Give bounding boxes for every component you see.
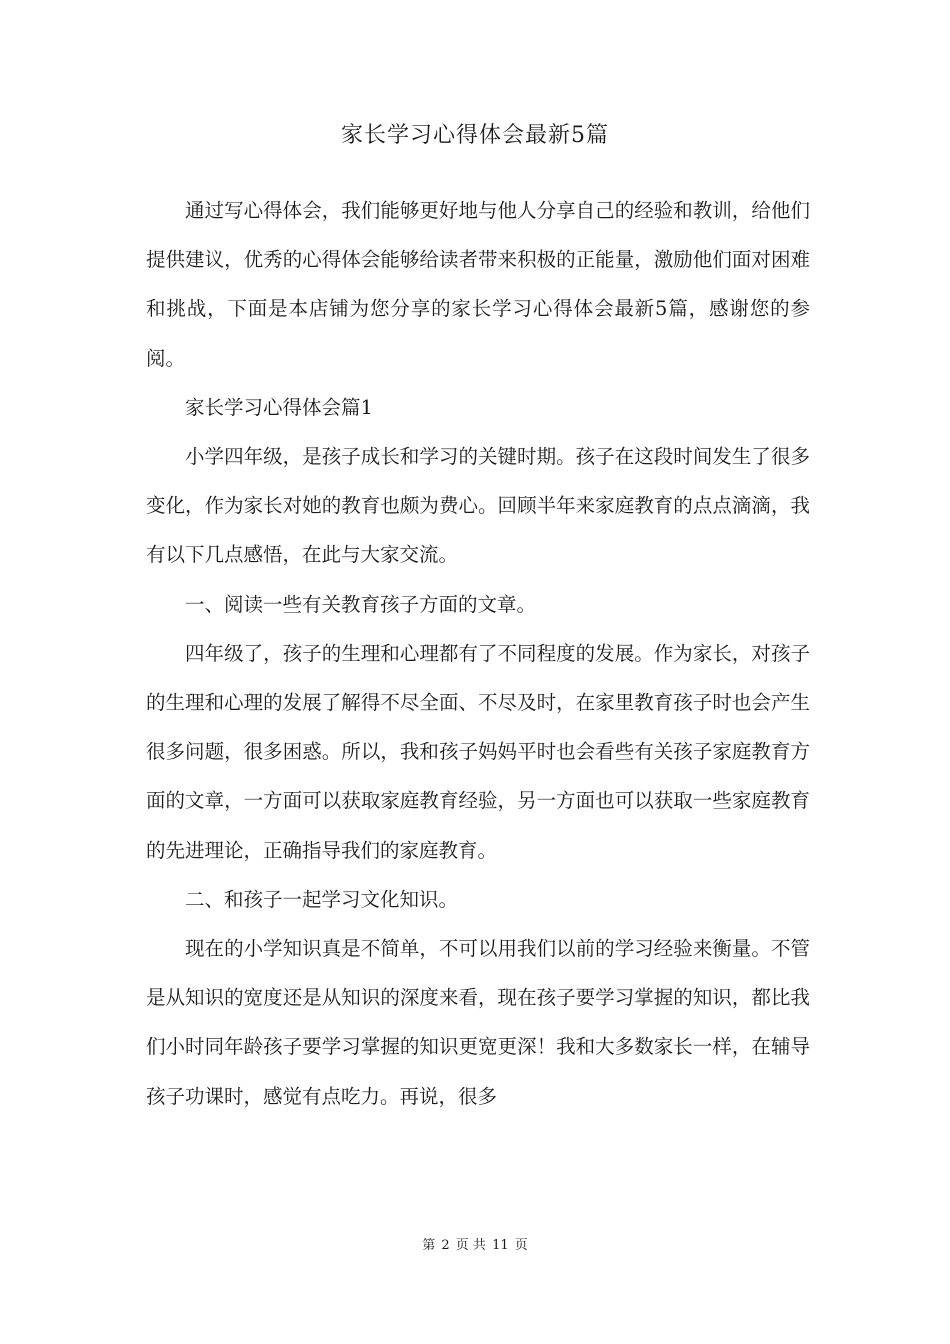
footer-middle: 页 共 bbox=[455, 1238, 486, 1253]
document-title: 家长学习心得体会最新5篇 bbox=[341, 123, 609, 148]
paragraph-intro: 通过写心得体会，我们能够更好地与他人分享自己的经验和教训，给他们提供建议，优秀的心得体会能够给读者带来积极的正能量，激励他们面对困难和挑战，下面是本店铺为您分享的家长学习心得体会最新5篇，感谢您的参阅。 bbox=[146, 199, 810, 370]
section-heading-1: 家长学习心得体会篇1 bbox=[185, 395, 373, 419]
paragraph-3: 现在的小学知识真是不简单，不可以用我们以前的学习经验来衡量。不管是从知识的宽度还是从知识的深度来看，现在孩子要学习掌握的知识，都比我们小时同年龄孩子要学习掌握的知识更宽更深！我和大多数家长一样，在辅导孩子功课时，感觉有点吃力。再说，很多 bbox=[146, 937, 810, 1108]
paragraph-2: 四年级了，孩子的生理和心理都有了不同程度的发展。作为家长，对孩子的生理和心理的发展了解得不尽全面、不尽及时，在家里教育孩子时也会产生很多问题，很多困惑。所以，我和孩子妈妈平时也会看些有关孩子家庭教育方面的文章，一方面可以获取家庭教育经验，另一方面也可以获取一些家庭教育的先进理论，正确指导我们的家庭教育。 bbox=[146, 641, 810, 862]
subheading-2: 二、和孩子一起学习文化知识。 bbox=[185, 887, 459, 911]
page-footer bbox=[0, 1234, 950, 1253]
paragraph-1: 小学四年级，是孩子成长和学习的关键时期。孩子在这段时间发生了很多变化，作为家长对她的教育也颇为费心。回顾半年来家庭教育的点点滴滴，我有以下几点感悟，在此与大家交流。 bbox=[146, 445, 810, 567]
document-body bbox=[146, 186, 810, 1121]
subheading-1: 一、阅读一些有关教育孩子方面的文章。 bbox=[185, 592, 537, 616]
footer-current-page: 2 bbox=[441, 1238, 450, 1253]
footer-total-pages: 11 bbox=[492, 1238, 509, 1253]
footer-suffix: 页 bbox=[514, 1238, 528, 1253]
footer-prefix: 第 bbox=[422, 1238, 436, 1253]
